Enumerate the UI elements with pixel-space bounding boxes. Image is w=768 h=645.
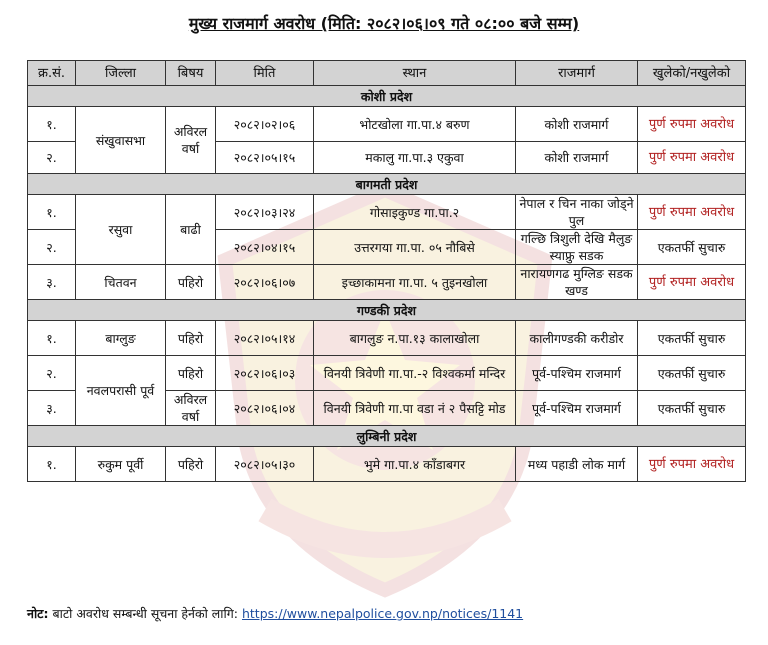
cell-highway: कालीगण्डकी करीडोर [516,321,638,356]
cell-highway: गल्छि त्रिशुली देखि मैलुङ स्याफ्रु सडक [516,230,638,265]
cell-sn: ३. [28,391,76,426]
cell-district: रसुवा [76,195,166,265]
cell-place: इच्छाकामना गा.पा. ५ तुइनखोला [314,265,516,300]
cell-highway: कोशी राजमार्ग [516,142,638,174]
province-name: कोशी प्रदेश [28,86,746,107]
table-row [28,321,746,356]
cell-status: पुर्ण रुपमा अवरोध [638,265,746,300]
cell-status: पुर्ण रुपमा अवरोध [638,195,746,230]
cell-status: एकतर्फी सुचारु [638,230,746,265]
cell-place: उत्तरगया गा.पा. ०५ नौबिसे [314,230,516,265]
cell-subject: बाढी [166,195,216,265]
cell-status: एकतर्फी सुचारु [638,321,746,356]
cell-date: २०८२।०६।०४ [216,391,314,426]
cell-date: २०८२।०५।३० [216,447,314,482]
province-name: बागमती प्रदेश [28,174,746,195]
cell-date: २०८२।०३।२४ [216,195,314,230]
cell-sn: २. [28,142,76,174]
table-row [28,447,746,482]
province-row [28,426,746,447]
cell-status: पुर्ण रुपमा अवरोध [638,107,746,142]
table-row [28,195,746,230]
cell-highway: पूर्व-पश्चिम राजमार्ग [516,391,638,426]
table-row [28,107,746,142]
cell-district: संखुवासभा [76,107,166,174]
note-label: नोट: [27,606,49,621]
province-row [28,300,746,321]
cell-district: बाग्लुङ [76,321,166,356]
cell-place: विनयी त्रिवेणी गा.पा वडा नं २ पैसट्टि मोड [314,391,516,426]
cell-highway: पूर्व-पश्चिम राजमार्ग [516,356,638,391]
cell-sn: १. [28,195,76,230]
cell-sn: २. [28,356,76,391]
table-header-row [28,61,746,86]
cell-district: चितवन [76,265,166,300]
cell-highway: नेपाल र चिन नाका जोड्ने पुल [516,195,638,230]
cell-district: रुकुम पूर्वी [76,447,166,482]
cell-date: २०८२।०४।१५ [216,230,314,265]
cell-subject: पहिरो [166,356,216,391]
table-row [28,265,746,300]
province-name: गण्डकी प्रदेश [28,300,746,321]
cell-place: मकालु गा.पा.३ एकुवा [314,142,516,174]
cell-place: भोटखोला गा.पा.४ बरुण [314,107,516,142]
cell-subject: अविरल वर्षा [166,391,216,426]
cell-district: नवलपरासी पूर्व [76,356,166,426]
cell-date: २०८२।०५।१४ [216,321,314,356]
cell-sn: १. [28,321,76,356]
cell-highway: नारायणगढ मुग्लिङ सडक खण्ड [516,265,638,300]
col-header-place: स्थान [314,61,516,86]
cell-place: विनयी त्रिवेणी गा.पा.-२ विश्वकर्मा मन्दिर [314,356,516,391]
cell-status: पुर्ण रुपमा अवरोध [638,142,746,174]
cell-date: २०८२।०२।०६ [216,107,314,142]
col-header-district: जिल्ला [76,61,166,86]
note-text: बाटो अवरोध सम्बन्धी सूचना हेर्नको लागि: [52,606,238,621]
cell-place: बागलुङ न.पा.१३ कालाखोला [314,321,516,356]
province-name: लुम्बिनी प्रदेश [28,426,746,447]
table-row [28,356,746,391]
col-header-date: मिति [216,61,314,86]
cell-status: पुर्ण रुपमा अवरोध [638,447,746,482]
col-header-subject: बिषय [166,61,216,86]
col-header-sn: क्र.सं. [28,61,76,86]
cell-date: २०८२।०५।१५ [216,142,314,174]
footer-note [27,605,523,622]
cell-subject: पहिरो [166,447,216,482]
cell-subject: अविरल वर्षा [166,107,216,174]
cell-subject: पहिरो [166,265,216,300]
province-row [28,174,746,195]
page-title: मुख्य राजमार्ग अवरोध (मिति: २०८२।०६।०९ गते ०८:०० बजे सम्म) [188,14,580,33]
cell-subject: पहिरो [166,321,216,356]
notice-link[interactable]: https://www.nepalpolice.gov.np/notices/1141 [241,606,524,621]
cell-status: एकतर्फी सुचारु [638,391,746,426]
col-header-highway: राजमार्ग [516,61,638,86]
cell-sn: २. [28,230,76,265]
cell-date: २०८२।०६।०७ [216,265,314,300]
cell-sn: ३. [28,265,76,300]
cell-place: गोसाइकुण्ड गा.पा.२ [314,195,516,230]
cell-highway: मध्य पहाडी लोक मार्ग [516,447,638,482]
cell-status: एकतर्फी सुचारु [638,356,746,391]
province-row [28,86,746,107]
cell-sn: १. [28,107,76,142]
cell-highway: कोशी राजमार्ग [516,107,638,142]
road-blockage-table [27,60,746,482]
cell-place: भुमे गा.पा.४ काँडाबगर [314,447,516,482]
col-header-status: खुलेको/नखुलेको [638,61,746,86]
cell-date: २०८२।०६।०३ [216,356,314,391]
cell-sn: १. [28,447,76,482]
